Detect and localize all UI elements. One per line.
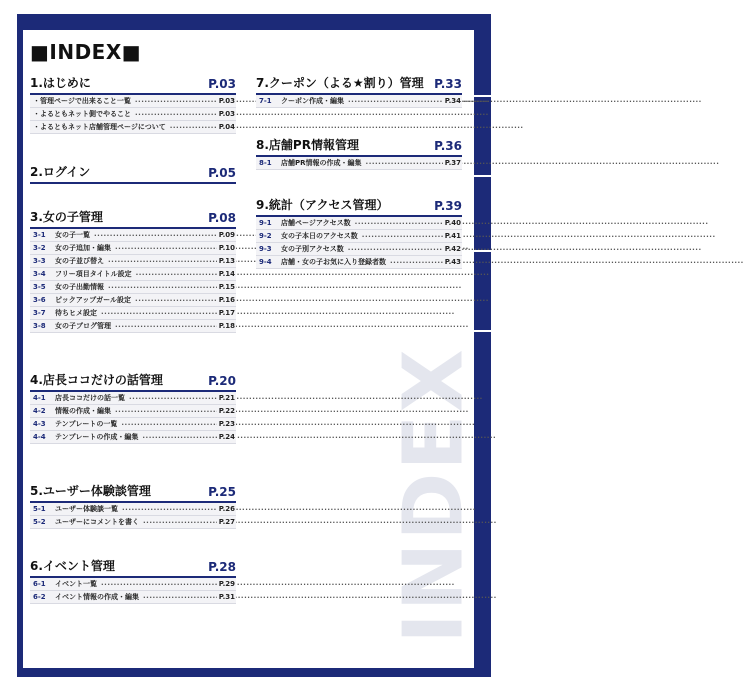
- section-title: 1.はじめに: [30, 76, 91, 90]
- page-title: ■INDEX■: [30, 40, 142, 64]
- section-items: [256, 217, 462, 269]
- section-heading: [30, 210, 236, 229]
- toc-item[interactable]: 8-1 店舗PR情報の作成・編集 ..... P.37: [256, 157, 462, 170]
- section-page: P.28: [208, 560, 236, 574]
- section-page: P.20: [208, 374, 236, 388]
- toc-section-1: [30, 76, 236, 134]
- section-title: 4.店長ココだけの話管理: [30, 373, 163, 387]
- toc-item[interactable]: 3-7 待ちヒメ設定 ..... P.17: [30, 307, 236, 320]
- section-heading: [30, 559, 236, 578]
- toc-item[interactable]: 3-2 女の子追加・編集 ..... P.10: [30, 242, 236, 255]
- section-title: 9.統計（アクセス管理）: [256, 198, 389, 212]
- toc-item[interactable]: ・よるともネット店舗管理ページについて ..... P.04: [30, 121, 236, 134]
- toc-item[interactable]: 5-1 ユーザー体験談一覧 ..... P.26: [30, 503, 236, 516]
- toc-item[interactable]: 6-1 イベント一覧 ..... P.29: [30, 578, 236, 591]
- section-items: [30, 229, 236, 333]
- section-heading: [256, 198, 462, 217]
- section-items: [30, 95, 236, 134]
- section-page: P.25: [208, 485, 236, 499]
- toc-section-5: [30, 484, 236, 529]
- toc-item[interactable]: 3-8 女の子ブログ管理 ..... P.18: [30, 320, 236, 333]
- toc-item[interactable]: 9-2 女の子本日のアクセス数 ..... P.41: [256, 230, 462, 243]
- section-items: [30, 392, 236, 444]
- frame-top-bar: [17, 14, 491, 30]
- toc-item[interactable]: 5-2 ユーザーにコメントを書く ..... P.27: [30, 516, 236, 529]
- side-tab-divider: [474, 175, 491, 177]
- toc-item[interactable]: 4-2 情報の作成・編集 ..... P.22: [30, 405, 236, 418]
- frame-left-bar: [17, 14, 23, 674]
- section-items: [30, 503, 236, 529]
- section-title: 5.ユーザー体験談管理: [30, 484, 151, 498]
- section-page: P.36: [434, 139, 462, 153]
- section-heading: [30, 484, 236, 503]
- toc-item[interactable]: 3-5 女の子出勤情報 ..... P.15: [30, 281, 236, 294]
- toc-section-6: [30, 559, 236, 604]
- toc-item[interactable]: 9-4 店舗・女の子お気に入り登録者数 ..... P.43: [256, 256, 462, 269]
- toc-item[interactable]: 3-1 女の子一覧 ..... P.09: [30, 229, 236, 242]
- section-page: P.39: [434, 199, 462, 213]
- toc-section-7: [256, 76, 462, 108]
- index-watermark: INDEX: [386, 346, 482, 644]
- toc-item[interactable]: 4-3 テンプレートの一覧 ..... P.23: [30, 418, 236, 431]
- toc-section-3: [30, 210, 236, 333]
- toc-item[interactable]: 3-6 ピックアップガール設定 ..... P.16: [30, 294, 236, 307]
- section-heading: [256, 76, 462, 95]
- section-page: P.08: [208, 211, 236, 225]
- toc-item[interactable]: 4-4 テンプレートの作成・編集 ..... P.24: [30, 431, 236, 444]
- toc-item[interactable]: 9-1 店舗ページアクセス数 ..... P.40: [256, 217, 462, 230]
- section-heading: [30, 373, 236, 392]
- section-page: P.03: [208, 77, 236, 91]
- section-title: 3.女の子管理: [30, 210, 103, 224]
- toc-item[interactable]: ・よるともネット側でやること ..... P.03: [30, 108, 236, 121]
- section-items: [256, 95, 462, 108]
- toc-section-2: [30, 165, 236, 184]
- section-title: 6.イベント管理: [30, 559, 115, 573]
- toc-item[interactable]: 3-3 女の子並び替え ..... P.13: [30, 255, 236, 268]
- section-title: 7.クーポン（よる★割り）管理: [256, 76, 424, 90]
- section-title: 2.ログイン: [30, 165, 91, 179]
- toc-item[interactable]: 9-3 女の子別アクセス数 ..... P.42: [256, 243, 462, 256]
- toc-item[interactable]: 3-4 フリー項目タイトル設定 ..... P.14: [30, 268, 236, 281]
- toc-section-8: [256, 138, 462, 170]
- section-items: [256, 157, 462, 170]
- section-page: P.33: [434, 77, 462, 91]
- frame-bottom-bar: [17, 668, 491, 677]
- section-items: [30, 578, 236, 604]
- toc-item[interactable]: ・管理ページで出来ること一覧 ..... P.03: [30, 95, 236, 108]
- side-tab-divider: [474, 330, 491, 332]
- toc-section-9: [256, 198, 462, 269]
- section-heading: [30, 165, 236, 184]
- toc-item[interactable]: 4-1 店長ココだけの話一覧 ..... P.21: [30, 392, 236, 405]
- toc-section-4: [30, 373, 236, 444]
- section-heading: [30, 76, 236, 95]
- section-title: 8.店舗PR情報管理: [256, 138, 359, 152]
- toc-item[interactable]: 7-1 クーポン作成・編集 ..... P.34: [256, 95, 462, 108]
- section-heading: [256, 138, 462, 157]
- toc-item[interactable]: 6-2 イベント情報の作成・編集 ..... P.31: [30, 591, 236, 604]
- section-page: P.05: [208, 166, 236, 180]
